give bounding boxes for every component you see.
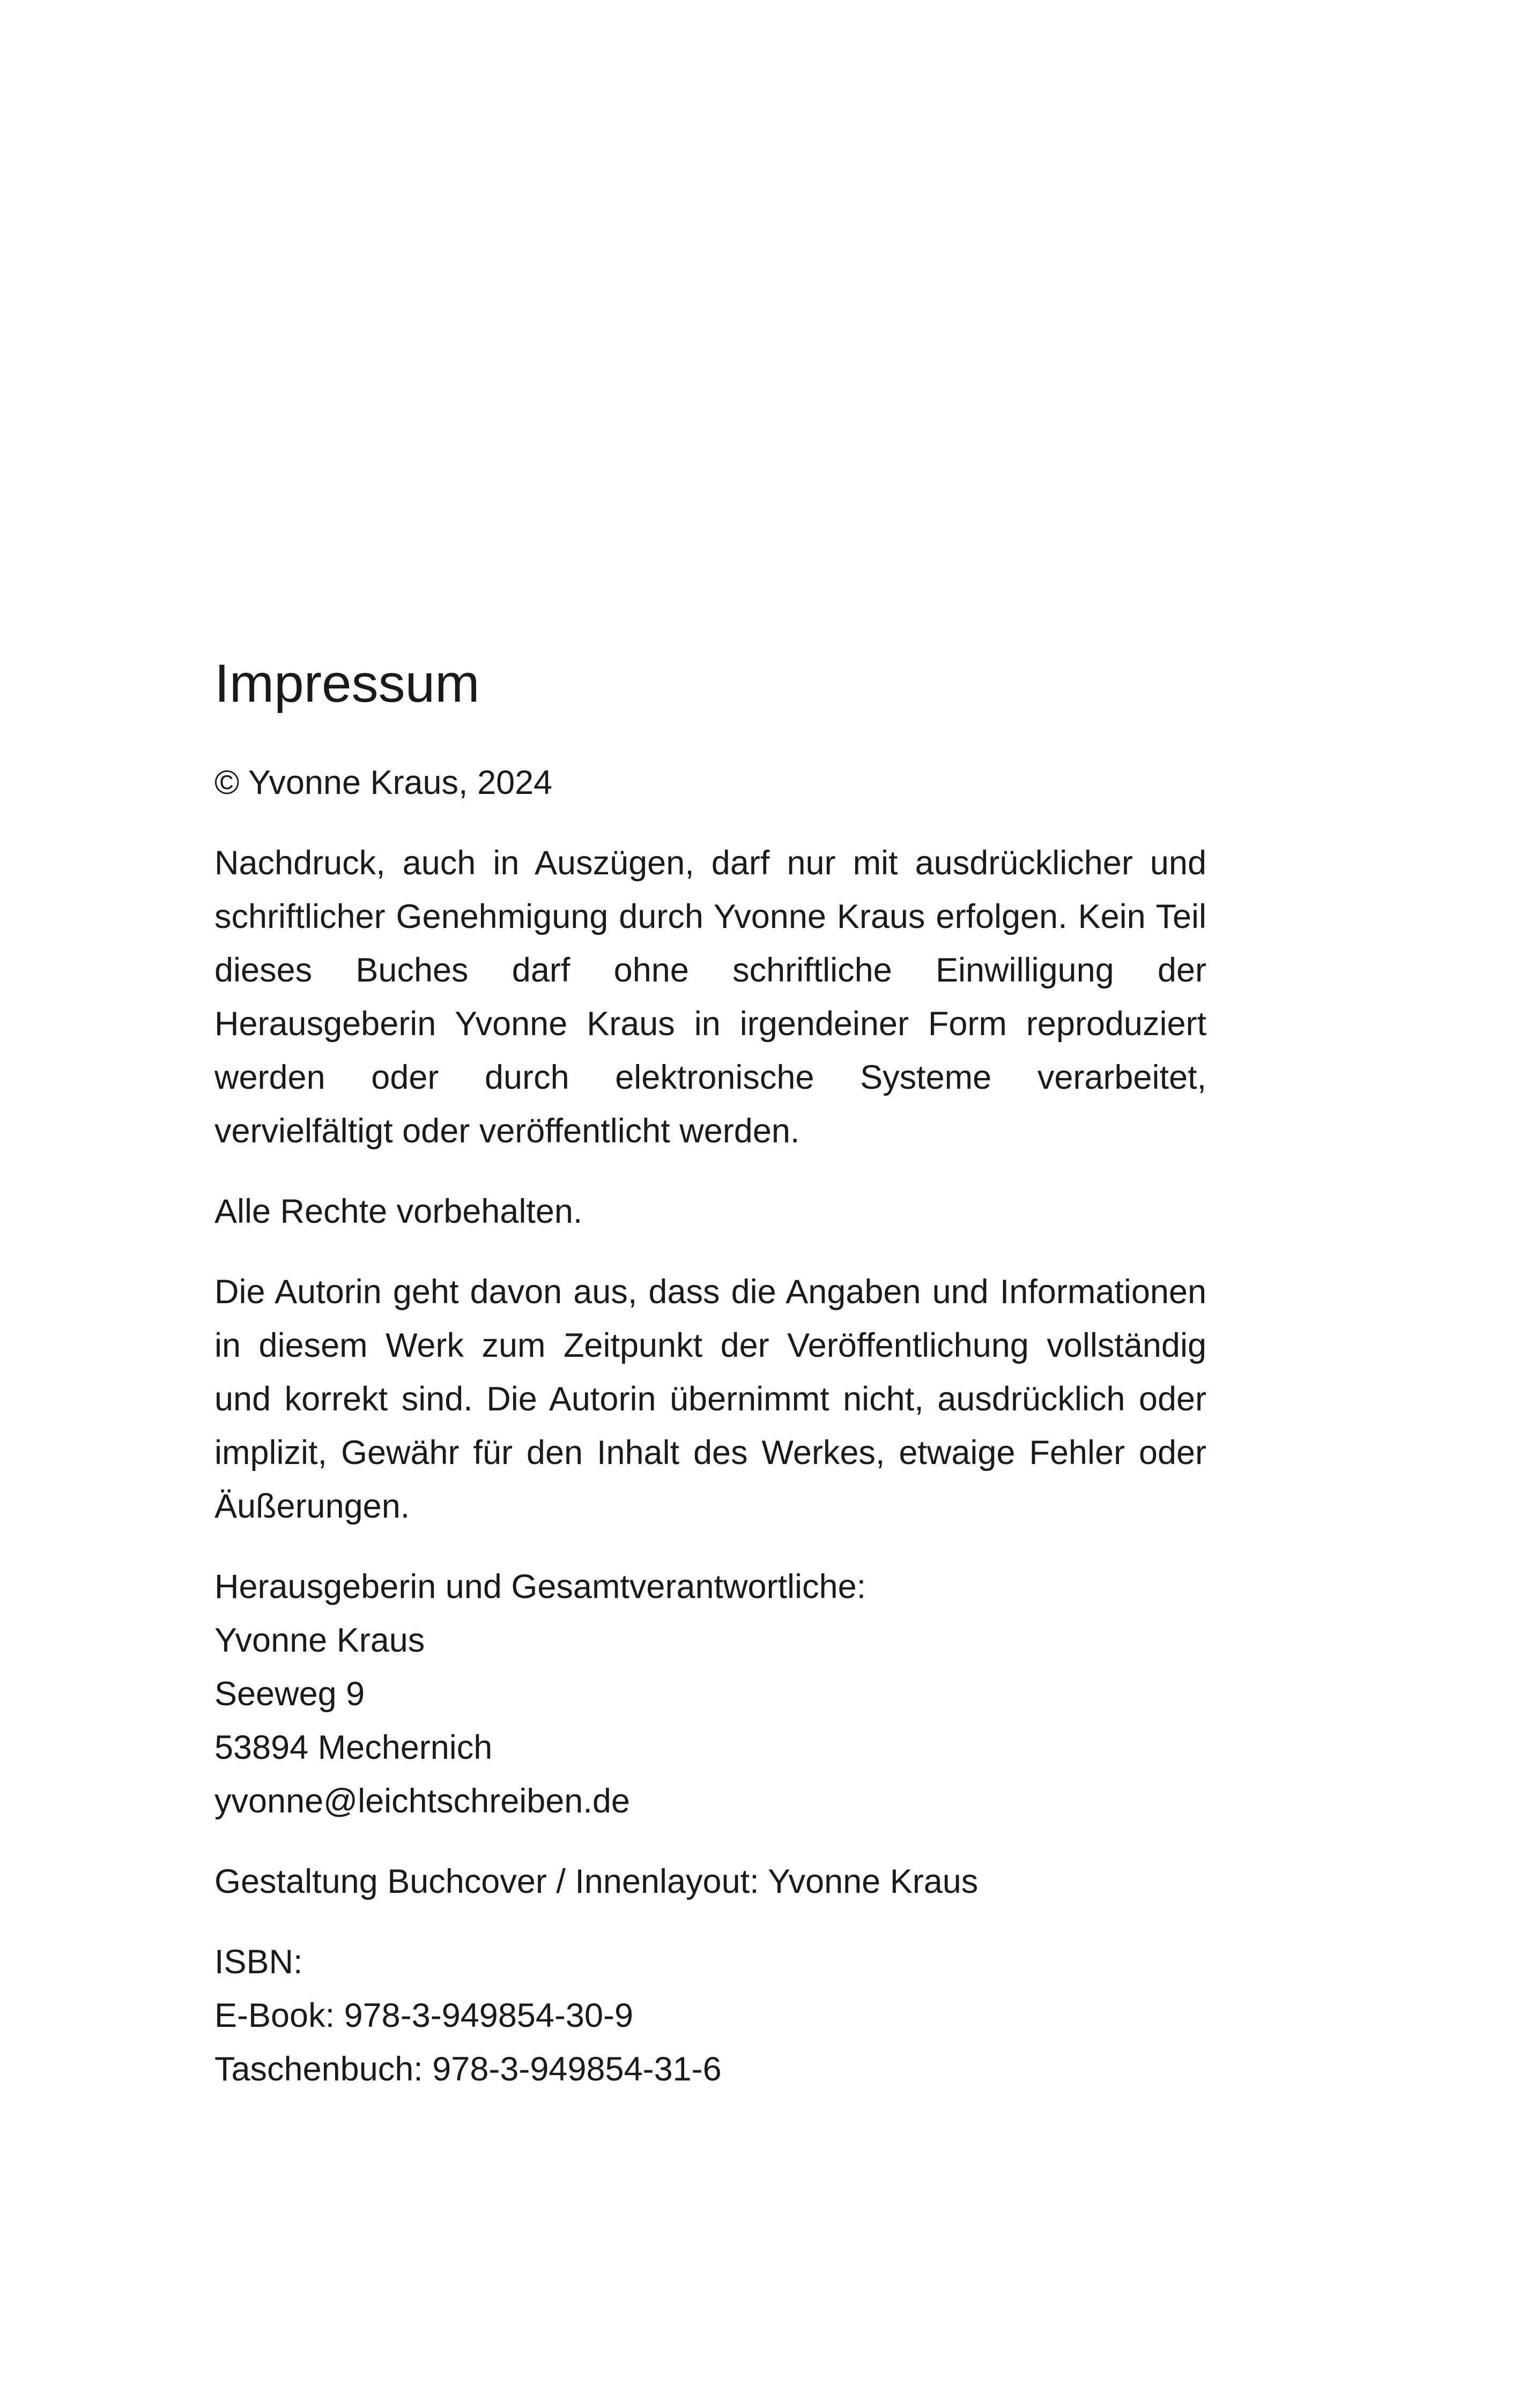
publisher-email: yvonne@leichtschreiben.de [214, 1782, 630, 1820]
reprint-notice: Nachdruck, auch in Auszügen, darf nur mit ausdrücklicher und schriftlicher Genehmigung durch Yvonne Kraus erfolgen. Kein Teil dieses Buches darf ohne schriftliche Einwilligung der Herausgeberin Yvonne Kraus in irgendeiner Form reproduziert werden oder durch elektronische Systeme verarbeitet, vervielfältigt oder veröffentlicht werden. [214, 844, 1206, 1150]
publisher-heading: Herausgeberin und Gesamtverantwortliche: [214, 1568, 866, 1606]
publisher-city: 53894 Mechernich [214, 1729, 493, 1766]
isbn-heading: ISBN: [214, 1943, 303, 1981]
design-credit: Gestaltung Buchcover / Innenlayout: Yvonne Kraus [214, 1863, 979, 1900]
copyright-line: © Yvonne Kraus, 2024 [214, 764, 553, 801]
imprint-page [214, 649, 1206, 2123]
isbn-ebook: E-Book: 978-3-949854-30-9 [214, 1997, 634, 2034]
disclaimer: Die Autorin geht davon aus, dass die Angaben und Informationen in diesem Werk zum Zeitpunkt der Veröffentlichung vollständig und korrekt sind. Die Autorin übernimmt nicht, ausdrücklich oder implizit, Gewähr für den Inhalt des Werkes, etwaige Fehler oder Äußerungen. [214, 1273, 1206, 1525]
publisher-street: Seeweg 9 [214, 1675, 365, 1713]
isbn-paperback: Taschenbuch: 978-3-949854-31-6 [214, 2050, 722, 2088]
page-title: Impressum [214, 653, 480, 714]
rights-reserved: Alle Rechte vorbehalten. [214, 1193, 583, 1230]
publisher-block [214, 1560, 1206, 1828]
publisher-name: Yvonne Kraus [214, 1622, 425, 1659]
isbn-block [214, 1935, 1206, 2096]
